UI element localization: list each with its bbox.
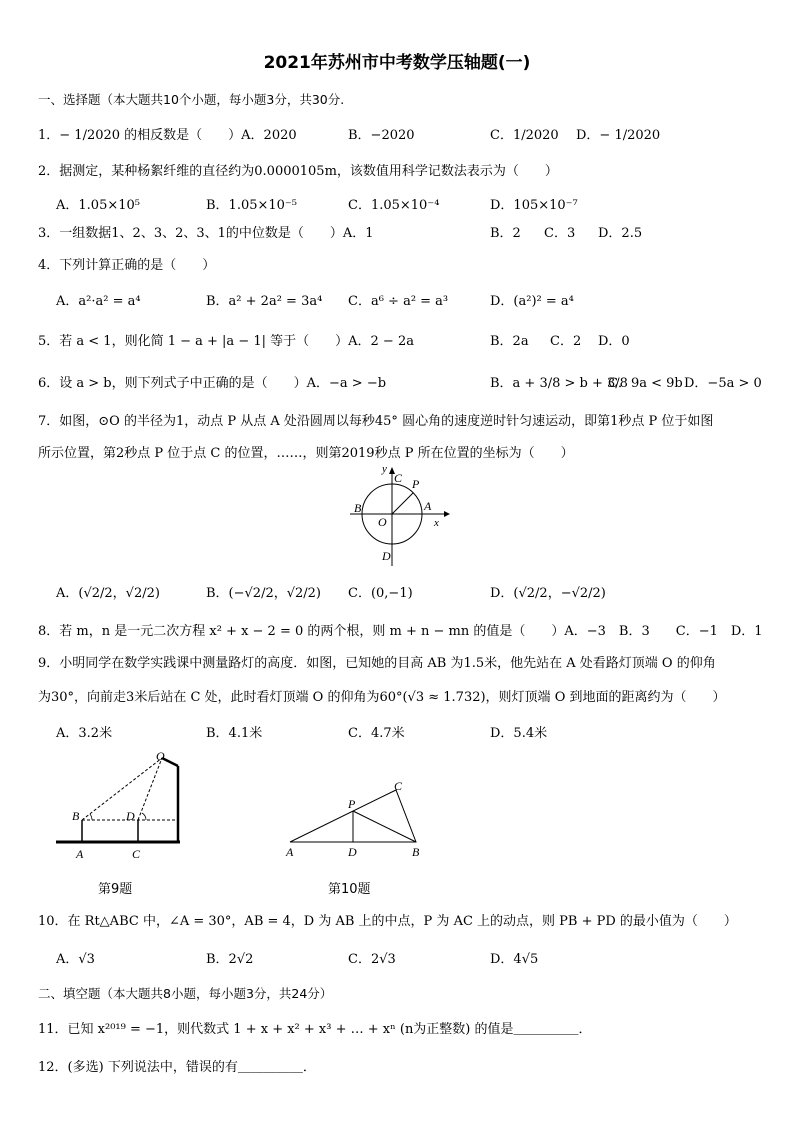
- question-6-stem: 6．设 a > b，则下列式子中正确的是（ ）A．−a > −b: [38, 376, 387, 391]
- q6-option-c: C．9a < 9b: [608, 376, 683, 391]
- q9-option-d: D．5.4米: [490, 726, 548, 741]
- q4-option-a: A．a²·a² = a⁴: [56, 294, 141, 309]
- question-9-stem: 9．小明同学在数学实践课中测量路灯的高度．如图，已知她的目高 AB 为1.5米，他先站在 A 处看路灯顶端 O 的仰角: [38, 656, 716, 671]
- q2-option-c: C．1.05×10⁻⁴: [348, 198, 440, 213]
- segment-pb: [353, 811, 416, 842]
- q10-option-b: B．2√2: [206, 952, 254, 967]
- q2-option-d: D．105×10⁻⁷: [490, 198, 578, 213]
- label-b: B: [72, 809, 80, 823]
- label-b: B: [354, 501, 362, 515]
- label-b: B: [412, 845, 420, 859]
- q9-option-b: B．4.1米: [206, 726, 263, 741]
- label-d: D: [348, 845, 357, 859]
- label-c: C: [132, 847, 141, 861]
- q9-option-c: C．4.7米: [348, 726, 405, 741]
- question-7-stem: 7．如图，⊙O 的半径为1，动点 P 从点 A 处沿圆周以每秒45° 圆心角的速度逆时针匀速运动，即第1秒点 P 位于如图: [38, 414, 714, 429]
- label-c: C: [394, 471, 403, 485]
- q4-option-b: B．a² + 2a² = 3a⁴: [206, 294, 323, 309]
- q10-triangle-figure: [282, 780, 432, 864]
- question-5-stem: 5．若 a < 1，则化简 1 − a + |a − 1| 等于（ ）A．2 − 2a: [38, 334, 414, 349]
- q7-circle-figure: [340, 462, 460, 572]
- section-heading-fill: 二、填空题（本大题共8小题，每小题3分，共24分）: [38, 986, 333, 1001]
- q1-option-c: C．1/2020: [490, 128, 559, 143]
- label-p: P: [412, 477, 420, 491]
- page-title: 2021年苏州市中考数学压轴题(一): [263, 53, 531, 73]
- q10-option-c: C．2√3: [348, 952, 396, 967]
- section-heading-choice: 一、选择题（本大题共10个小题，每小题3分，共30分.: [38, 92, 345, 107]
- q1-option-b: B．−2020: [348, 128, 415, 143]
- question-9-stem-2: 为30°，向前走3米后站在 C 处，此时看灯顶端 O 的仰角为60°(√3 ≈ 1.732)，则灯顶端 O 到地面的距离约为（ ）: [38, 690, 726, 705]
- q3-option-d: D．2.5: [598, 226, 643, 241]
- question-11-stem: 11．已知 x²⁰¹⁹ = −1，则代数式 1 + x + x² + x³ + … + xⁿ (n为正整数) 的值是＿＿＿＿＿．: [38, 1022, 592, 1037]
- label-y: y: [382, 463, 387, 475]
- q3-option-c: C．3: [544, 226, 576, 241]
- q10-option-a: A．√3: [56, 952, 95, 967]
- label-o: O: [378, 515, 387, 529]
- q4-option-c: C．a⁶ ÷ a² = a³: [348, 294, 449, 309]
- label-a: A: [76, 847, 84, 861]
- q7-option-a: A．(√2/2，√2/2): [56, 586, 160, 601]
- question-10-stem: 10．在 Rt△ABC 中，∠A = 30°，AB = 4，D 为 AB 上的中点，P 为 AC 上的动点，则 PB + PD 的最小值为（ ）: [38, 914, 737, 929]
- label-c: C: [394, 779, 403, 793]
- question-1-stem: 1．− 1/2020 的相反数是（ ）A．2020: [38, 128, 297, 143]
- question-12-stem: 12．(多选) 下列说法中，错误的有＿＿＿＿＿．: [38, 1060, 316, 1075]
- q9-option-a: A．3.2米: [56, 726, 113, 741]
- label-o: O: [156, 749, 165, 763]
- q7-option-d: D．(√2/2，−√2/2): [490, 586, 606, 601]
- question-8-stem: 8．若 m，n 是一元二次方程 x² + x − 2 = 0 的两个根，则 m + n − mn 的值是（ ）A．−3 B．3 C．−1 D．1: [38, 624, 763, 639]
- label-a: A: [286, 845, 294, 859]
- q5-option-d: D．0: [598, 334, 630, 349]
- q5-option-c: C．2: [550, 334, 582, 349]
- question-4-stem: 4．下列计算正确的是（ ）: [38, 258, 216, 273]
- q7-option-c: C．(0,−1): [348, 586, 413, 601]
- q10-option-d: D．4√5: [490, 952, 539, 967]
- q6-option-b: B．a + 3/8 > b + 3/8: [490, 376, 628, 391]
- q1-option-d: D．− 1/2020: [576, 128, 661, 143]
- q7-option-b: B．(−√2/2，√2/2): [206, 586, 322, 601]
- label-d: D: [382, 549, 391, 563]
- sight-line-30: [82, 758, 162, 820]
- radius-op: [392, 493, 413, 514]
- q2-option-b: B．1.05×10⁻⁵: [206, 198, 298, 213]
- label-p: P: [348, 797, 356, 811]
- label-a: A: [424, 499, 432, 513]
- q4-option-d: D．(a²)² = a⁴: [490, 294, 574, 309]
- label-d: D: [126, 809, 135, 823]
- label-x: x: [434, 517, 439, 529]
- q5-option-b: B．2a: [490, 334, 529, 349]
- figure-9-caption: 第9题: [98, 882, 133, 897]
- question-2-stem: 2．据测定，某种杨絮纤维的直径约为0.0000105m，该数值用科学记数法表示为（ ）: [38, 164, 558, 179]
- q3-option-b: B．2: [490, 226, 521, 241]
- question-3-stem: 3．一组数据1、2、3、2、3、1的中位数是（ ）A．1: [38, 226, 374, 241]
- q2-option-a: A．1.05×10⁵: [56, 198, 140, 213]
- figure-10-caption: 第10题: [328, 882, 371, 897]
- question-7-stem-2: 所示位置，第2秒点 P 位于点 C 的位置，……，则第2019秒点 P 所在位置的坐标为（ ）: [38, 446, 574, 461]
- q9-lamp-figure: [52, 748, 192, 866]
- q6-option-d: D．−5a > 0: [684, 376, 762, 391]
